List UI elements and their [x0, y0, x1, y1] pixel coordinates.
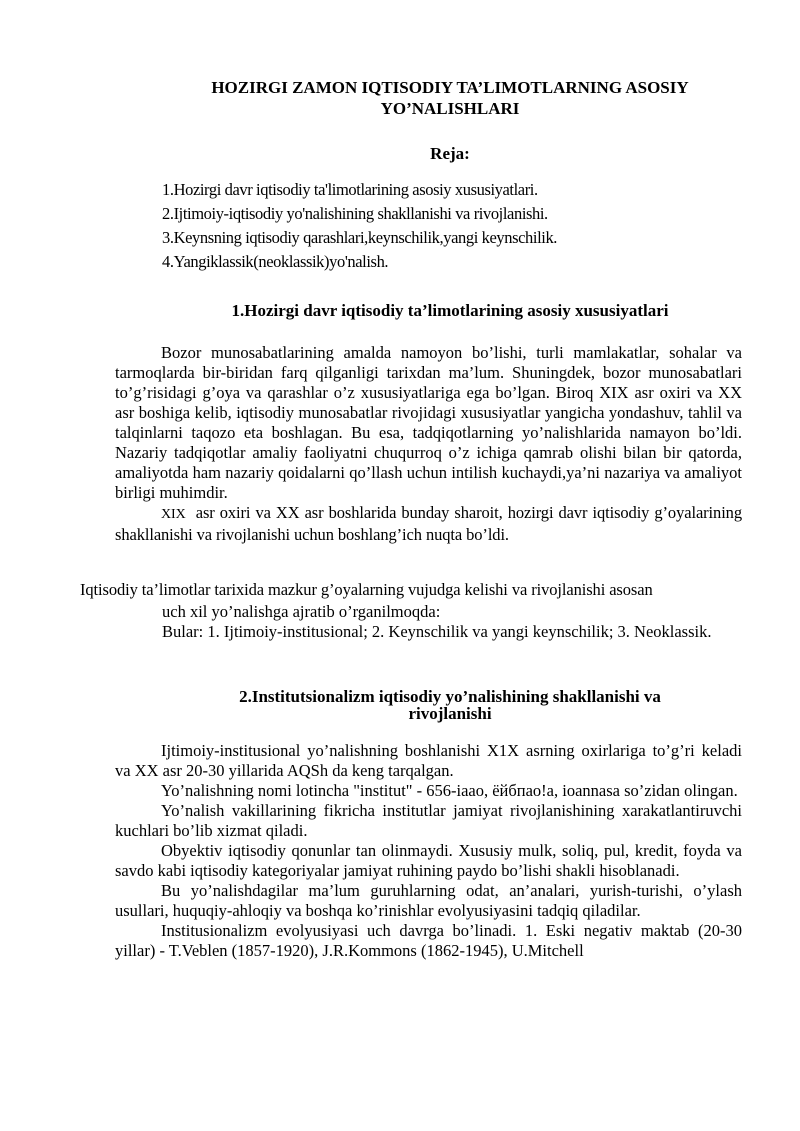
title-line-2: YO’NALISHLARI — [380, 99, 520, 118]
plan-list — [162, 178, 742, 274]
paragraph-lead: XIX — [161, 507, 186, 522]
paragraph: Yo’nalishning nomi lotincha "institut" - 656-iaao, ёйбпао!а, ioannasa so’zidan olingan. — [161, 781, 738, 800]
section-2-heading — [150, 688, 750, 722]
plan-heading: Reja: — [430, 144, 470, 163]
section-2-body — [115, 741, 742, 961]
heading-line-1: 2.Institutsionalizm iqtisodiy yo’nalishining shakllanishi va — [239, 687, 661, 706]
indented-line: Bular: 1. Ijtimoiy-institusional; 2. Keynschilik va yangi keynschilik; 3. Neoklassik. — [162, 622, 712, 641]
paragraph: Institusionalizm evolyusiyasi uch davrga bo’linadi. 1. Eski negativ maktab (20-30 yillar) - T.Veblen (1857-1920), J.R.Kommons (1862-1945), U.Mitchell — [115, 921, 742, 960]
plan-item: 3.Keynsning iqtisodiy qarashlari,keynschilik,yangi keynschilik. — [162, 228, 558, 247]
plan-item: 4.Yangiklassik(neoklassik)yo'nalish. — [162, 252, 389, 271]
paragraph: Yo’nalish vakillarining fikricha institutlar jamiyat rivojlanishining xarakatlantiruvchi kuchlari bo’lib xizmat qiladi. — [115, 801, 742, 840]
indented-line: uch xil yo’nalishga ajratib o’rganilmoqda: — [162, 602, 441, 621]
heading-line-2: rivojlanishi — [408, 704, 492, 723]
outdented-line: Iqtisodiy ta’limotlar tarixida mazkur g’oyalarning vujudga kelishi va rivojlanishi asosan — [80, 580, 653, 599]
indented-block — [162, 602, 742, 642]
document-title — [150, 77, 750, 119]
plan-item: 2.Ijtimoiy-iqtisodiy yo'nalishining shakllanishi va rivojlanishi. — [162, 204, 548, 223]
paragraph: Ijtimoiy-institusional yo’nalishning boshlanishi X1X asrning oxirlariga to’g’ri keladi va XX asr 20-30 yillarida AQSh da keng tarqalgan. — [115, 741, 742, 780]
paragraph-text: asr oxiri va XX asr boshlarida bunday sharoit, hozirgi davr iqtisodiy g’oyalarining shakllanishi va rivojlanishi uchun boshlang’ich nuqta bo’ldi. — [115, 503, 742, 544]
paragraph: Obyektiv iqtisodiy qonunlar tan olinmaydi. Xususiy mulk, soliq, pul, kredit, foyda va savdo kabi iqtisodiy kategoriyalar jamiyat ruhining paydo bo’lishi shakli hisoblanadi. — [115, 841, 742, 880]
title-line-1: HOZIRGI ZAMON IQTISODIY TA’LIMOTLARNING ASOSIY — [211, 78, 689, 97]
section-1-body — [115, 343, 742, 545]
paragraph: Bozor munosabatlarining amalda namoyon bo’lishi, turli mamlakatlar, sohalar va tarmoqlarda bir-biridan farq qilganligi tarixdan ma’lum. Shuningdek, bozor munosabatlari to’g’risidagi g’oya va qarashlar o’z xususiyatlariga ega bo’lgan. Biroq XIX asr oxiri va XX asr boshiga kelib, iqtisodiy munosabatlar rivojidagi xususiyatlar yangicha yondashuv, tahlil va talqinlarni taqozo eta boshlagan. Bu esa, tadqiqotlarning yo’nalishlarida namayon bo’ldi. Nazariy tadqiqotlar amaliy faoliyatni chuqurroq o’z ichiga qamrab olishi bilan bir qatorda, amaliyotda ham nazariy qoidalarni qo’llash uchun intilish kuchaydi,ya’ni nazariya va amaliyot birligi muhimdir. — [115, 343, 742, 502]
paragraph: Bu yo’nalishdagilar ma’lum guruhlarning odat, an’analari, yurish-turishi, o’ylash usullari, huquqiy-ahloqiy va boshqa ko’rinishlar evolyusiyasini tadqiq qiladilar. — [115, 881, 742, 920]
paragraph — [115, 503, 742, 545]
section-1-heading: 1.Hozirgi davr iqtisodiy ta’limotlarining asosiy xususiyatlari — [231, 301, 669, 320]
plan-item: 1.Hozirgi davr iqtisodiy ta'limotlarining asosiy xususiyatlari. — [162, 180, 538, 199]
